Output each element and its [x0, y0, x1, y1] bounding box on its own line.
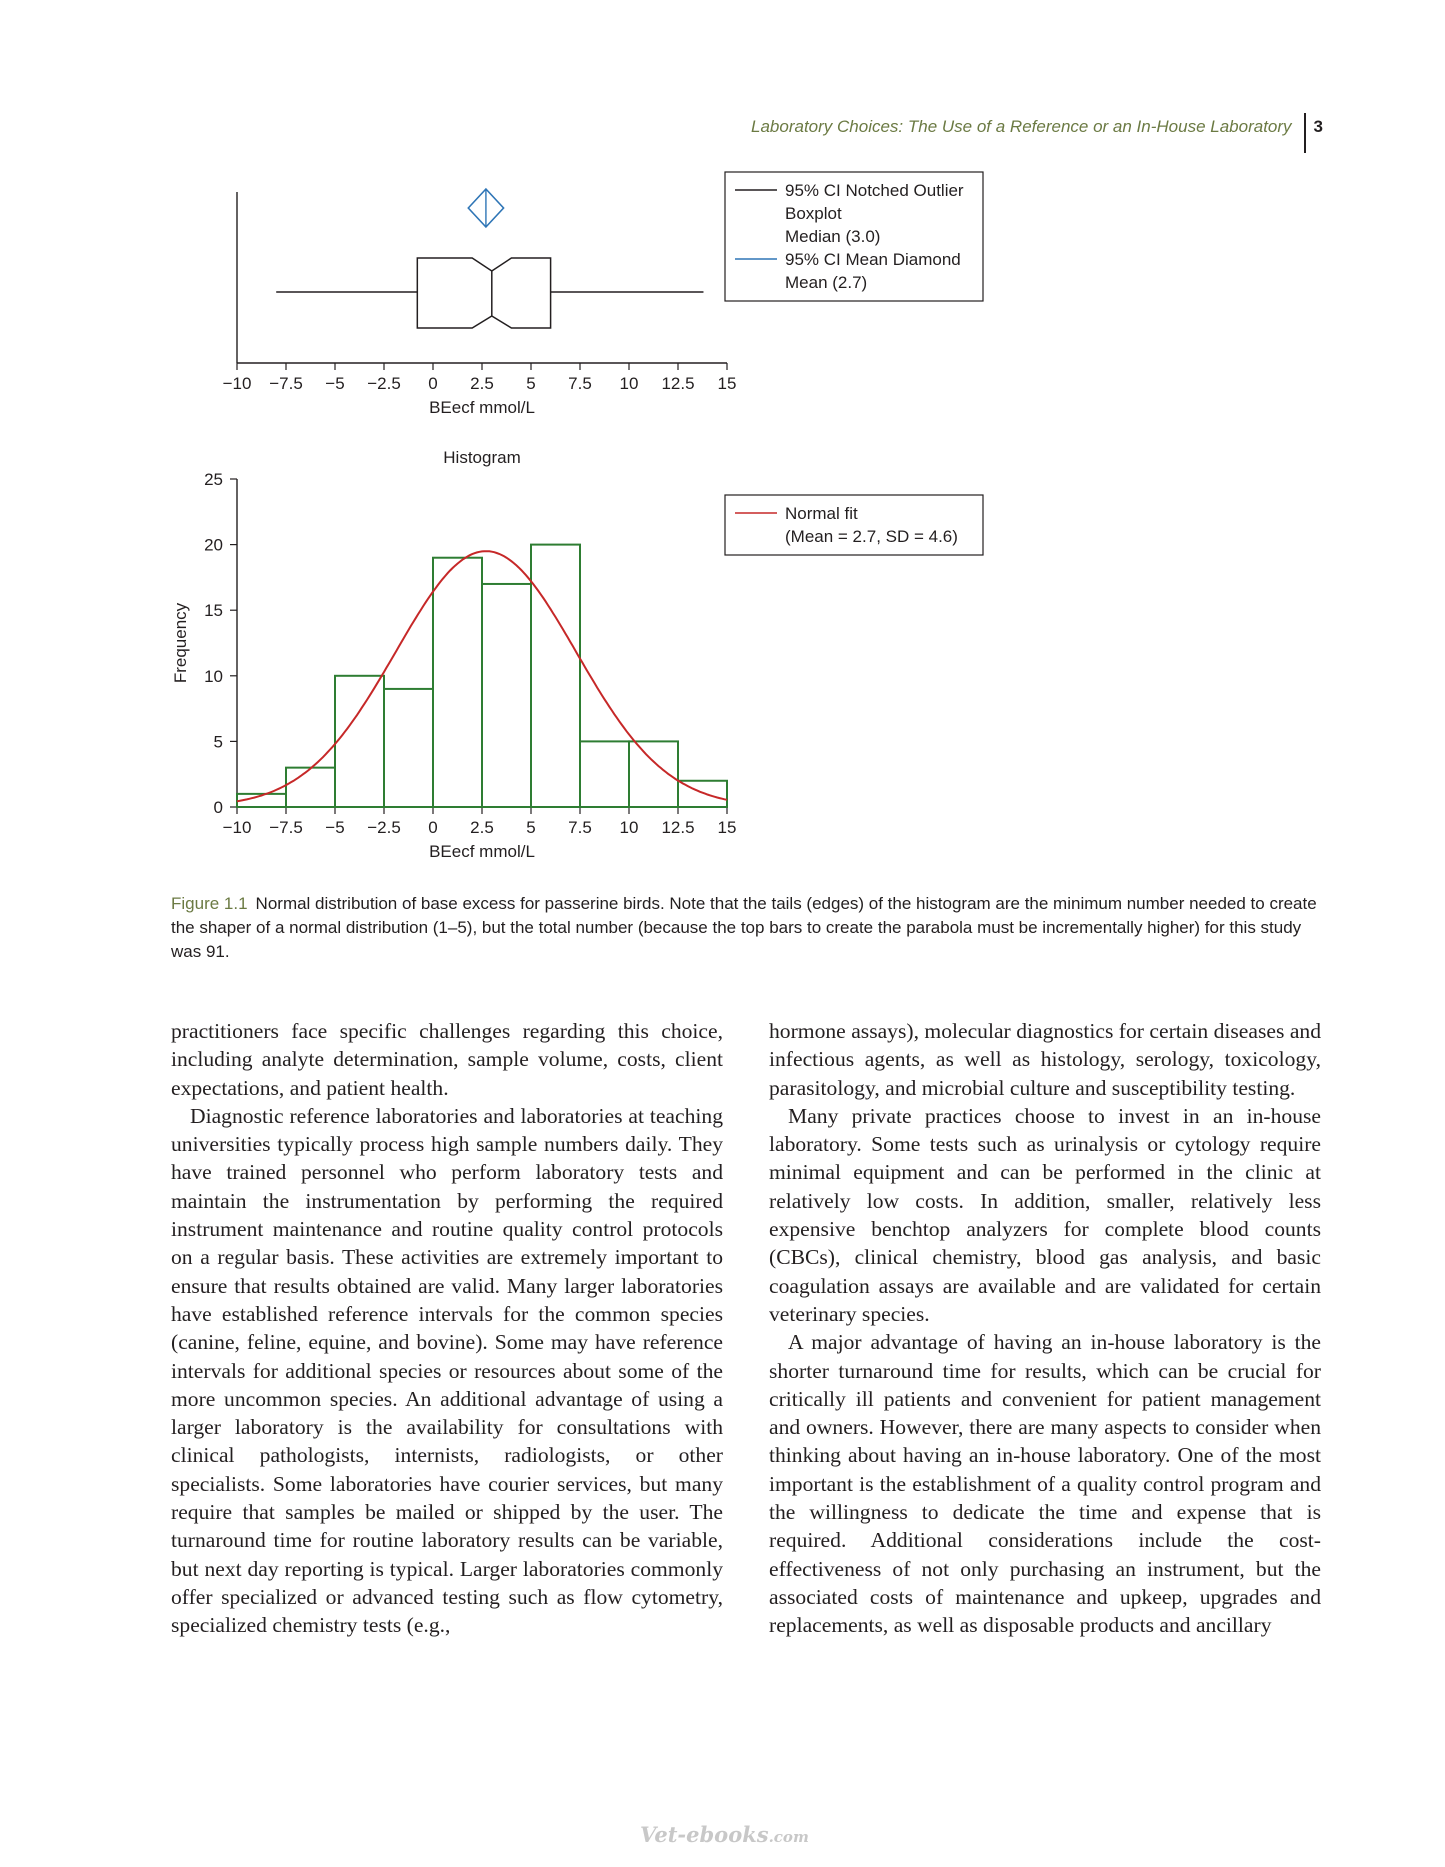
y-tick-label: 20: [204, 535, 223, 555]
x-tick-label: 7.5: [568, 374, 592, 393]
y-tick-label: 15: [204, 601, 223, 621]
boxplot-chart: [223, 172, 983, 417]
histogram-bar: [580, 741, 629, 807]
x-tick-label: 0: [428, 374, 438, 393]
paragraph: hormone assays), molecular diagnostics for certain diseases and infectious agents, as well as histology, serology, toxicology, parasitology, and microbial culture and susceptibility testing.: [769, 1019, 1321, 1100]
y-tick-label: 5: [213, 732, 223, 752]
histogram-bar: [286, 768, 335, 807]
notched-box: [417, 258, 550, 328]
x-tick-label: 10: [619, 374, 639, 393]
caption-text: Normal distribution of base excess for passerine birds. Note that the tails (edges) of the histogram are the minimum number needed to create the shaper of a normal distribution (1–5), but the total number (because the top bars to create the parabola must be incrementally higher) for this study was 91.: [171, 894, 1317, 961]
right-column: [769, 1017, 1321, 1640]
legend-label: 95% CI Notched Outlier: [785, 181, 964, 200]
histogram-bar: [335, 676, 384, 807]
legend-label: Mean (2.7): [785, 273, 868, 292]
legend-label: (Mean = 2.7, SD = 4.6): [785, 527, 958, 546]
x-tick-label: −7.5: [269, 374, 303, 393]
body-text: [171, 1017, 1321, 1640]
paragraph: practitioners face specific challenges regarding this choice, including analyte determination, sample volume, costs, client expectations, and patient health.: [171, 1019, 723, 1100]
histogram-chart: [171, 448, 983, 861]
legend-label: Normal fit: [785, 504, 858, 523]
x-tick-label: −10: [222, 818, 252, 837]
watermark-logo: [640, 1822, 809, 1847]
x-tick-label: 5: [526, 374, 536, 393]
y-tick-label: 25: [204, 470, 223, 489]
x-axis-title: BEecf mmol/L: [429, 398, 535, 417]
x-tick-label: 15: [717, 374, 737, 393]
figure-label: Figure 1.1: [171, 894, 248, 913]
histogram-bar: [384, 689, 433, 807]
watermark-domain: .com: [768, 1828, 809, 1846]
y-axis-title: Frequency: [171, 602, 190, 684]
x-tick-label: −2.5: [367, 818, 401, 837]
x-tick-label: −5: [325, 374, 345, 393]
legend-label: Median (3.0): [785, 227, 881, 246]
legend-label: Boxplot: [785, 204, 842, 223]
x-tick-label: −10: [222, 374, 252, 393]
paragraph: Diagnostic reference laboratories and laboratories at teaching universities typically process high sample numbers daily. They have trained personnel who perform laboratory tests and maintain the instrumentation by performing the required instrument maintenance and routine quality control protocols on a regular basis. These activities are extremely important to ensure that results obtained are valid. Many larger laboratories have established reference intervals for the common species (canine, feline, equine, and bovine). Some may have reference intervals for additional species or resources about some of the more uncommon species. An additional advantage of using a larger laboratory is the availability for consultations with clinical pathologists, internists, radiologists, or other specialists. Some laboratories have courier services, but many require that samples be mailed or shipped by the user. The turnaround time for routine laboratory results can be variable, but next day reporting is typical. Larger laboratories commonly offer specialized or advanced testing such as flow cytometry, specialized chemistry tests (e.g.,: [171, 1103, 723, 1638]
histogram-bar: [482, 584, 531, 807]
x-tick-label: 0: [428, 818, 438, 837]
histogram-bar: [629, 741, 678, 807]
x-tick-label: 12.5: [661, 374, 695, 393]
x-tick-label: 2.5: [470, 374, 494, 393]
x-tick-label: −5: [325, 818, 345, 837]
running-title: Laboratory Choices: The Use of a Reference or an In-House Laboratory: [751, 117, 1292, 136]
x-tick-label: 7.5: [568, 818, 592, 837]
x-tick-label: 15: [717, 818, 737, 837]
page-number: 3: [1313, 117, 1323, 136]
paragraph: Many private practices choose to invest in an in-house laboratory. Some tests such as urinalysis or cytology require minimal equipment and can be performed in the clinic at relatively low costs. In addition, smaller, relatively less expensive benchtop analyzers for complete blood counts (CBCs), clinical chemistry, blood gas analysis, and basic coagulation assays are available and are validated for certain veterinary species.: [769, 1103, 1321, 1326]
figure-caption: [171, 892, 1321, 964]
x-tick-label: −7.5: [269, 818, 303, 837]
x-tick-label: 5: [526, 818, 536, 837]
y-tick-label: 0: [213, 798, 223, 817]
legend-label: 95% CI Mean Diamond: [785, 250, 961, 269]
x-axis-title: BEecf mmol/L: [429, 842, 535, 861]
paragraph: A major advantage of having an in-house laboratory is the shorter turnaround time for results, which can be crucial for critically ill patients and convenient for patient management and owners. However, there are many aspects to consider when thinking about having an in-house laboratory. One of the most important is the establishment of a quality control program and the willingness to dedicate the time and expense that is required. Additional considerations include the cost-effectiveness of not only purchasing an instrument, but the associated costs of maintenance and upkeep, upgrades and replacements, as well as disposable products and ancillary: [769, 1330, 1321, 1638]
x-tick-label: 10: [619, 818, 639, 837]
histogram-bar: [531, 545, 580, 807]
histogram-bar: [433, 558, 482, 807]
y-tick-label: 10: [204, 666, 223, 686]
chart-title: Histogram: [443, 448, 521, 467]
x-tick-label: 2.5: [470, 818, 494, 837]
x-tick-label: −2.5: [367, 374, 401, 393]
watermark-name: Vet-ebooks: [640, 1822, 769, 1847]
x-tick-label: 12.5: [661, 818, 695, 837]
left-column: [171, 1017, 723, 1640]
figure-1-1: [0, 0, 1445, 880]
